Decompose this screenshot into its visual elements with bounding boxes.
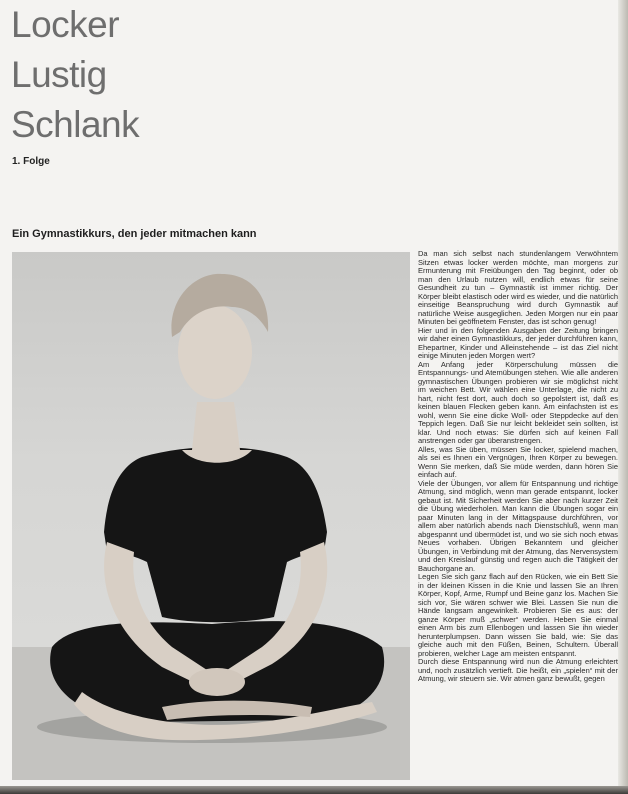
article-subtitle: Ein Gymnastikkurs, den jeder mitmachen kann [12, 228, 257, 240]
article-body [418, 250, 618, 782]
headline-line-1: Locker [11, 4, 120, 45]
article-paragraph: Durch diese Entspannung wird nun die Atmung erleichtert und, noch zusätzlich vertieft. Die heißt, ein „spielen“ mit der Atmung, wir steuern sie. Wir atmen ganz bewußt, gegen [418, 657, 618, 683]
article-paragraph: Da man sich selbst nach stundenlangem Verwöhntem Sitzen etwas locker werden möchte, man morgens zur Ermunterung mit Freiübungen den Tag beginnt, oder ob man den Urlaub nutzen will, endlich etwas für seine Gesundheit zu tun – Gymnastik ist immer richtig. Der Körper bleibt elastisch oder wird es wieder, und die natürlich einseitige Beanspruchung wird durch Gymnastik auf natürliche Weise ausgeglichen. Jeden Morgen nur ein paar Minuten bei geöffnetem Fenster, das ist schon genug! [418, 250, 618, 326]
article-paragraph: Viele der Übungen, vor allem für Entspannung und richtige Atmung, sind möglich, wenn man gerade entspannt, locker gebaut ist. Mit Sicherheit werden Sie aber nach kurzer Zeit die Übung wiederholen. Man kann die Übungen sogar ein paar Minuten lang in der Mittagspause durchführen, vor allem aber natürlich abends nach Dienstschluß, wenn man abgespannt und übermüdet ist, und wo sie sich noch etwas Neues vorhaben. Übrigen Bekanntem und gleicher Übungen, in Verbindung mit der Atmung, das Nervensystem und den Kreislauf günstig und regen auch die Tätigkeit der Bauchorgane an. [418, 478, 618, 573]
woman-sitting-cross-legged-photo-icon [12, 252, 410, 780]
exercise-photo [12, 252, 410, 780]
article-paragraph: Am Anfang jeder Körperschulung müssen die Entspannungs- und Atemübungen stehen. Wie alle anderen gymnastischen Übungen probieren wir sie möglichst nicht im weichen Bett. Wir wählen eine Unterlage, die nicht zu hart, nicht fest dort, auch doch so gepolstert ist, daß es keinen blauen Flecken geben kann. Am einfachsten ist es wohl, wenn Sie eine dicke Woll- oder Steppdecke auf den Teppich legen. Daß Sie nur leicht bekleidet sein sollten, ist klar. Und noch etwas: Sie dürfen sich auf keinen Fall anstrengen oder gar überanstrengen. [418, 359, 618, 445]
page-edge-shadow [618, 0, 628, 794]
article-paragraph: Legen Sie sich ganz flach auf den Rücken, wie ein Bett Sie in der kleinen Kissen in die Knie und lassen Sie an Ihren Körper, Kopf, Arme, Rumpf und Beine ganz los. Machen Sie sich vor, Sie wären schwer wie Blei. Lassen Sie nun die Hände langsam angewinkelt. Probieren Sie es aus: der ganze Körper muß „schwer“ werden. Heben Sie einmal einen Arm bis zum Ellenbogen und lassen Sie ihn wieder herunterplumpsen. Dann wissen Sie bald, wie: Sie das gleiche auch mit den Füßen, Beinen, Schultern. Überall probieren, welcher Lage am meisten entspannt. [418, 572, 618, 658]
article-paragraph: Alles, was Sie üben, müssen Sie locker, spielend machen, als sei es Ihnen ein Vergnügen, Ihren Körper zu bewegen. Wenn Sie merken, daß Sie müde werden, dann hören Sie einfach auf. [418, 444, 618, 479]
headline-line-2: Lustig [11, 54, 107, 95]
series-label: 1. Folge [12, 156, 50, 167]
article-paragraph: Hier und in den folgenden Ausgaben der Zeitung bringen wir daher einen Gymnastikkurs, der jeder durchführen kann, Ehepartner, Kinder und Alleinstehende – ist das Ziel nicht einige Minuten jeden Morgen wert? [418, 325, 618, 360]
page-bottom-edge [0, 786, 628, 794]
headline-line-3: Schlank [11, 104, 140, 145]
headline [11, 0, 139, 150]
